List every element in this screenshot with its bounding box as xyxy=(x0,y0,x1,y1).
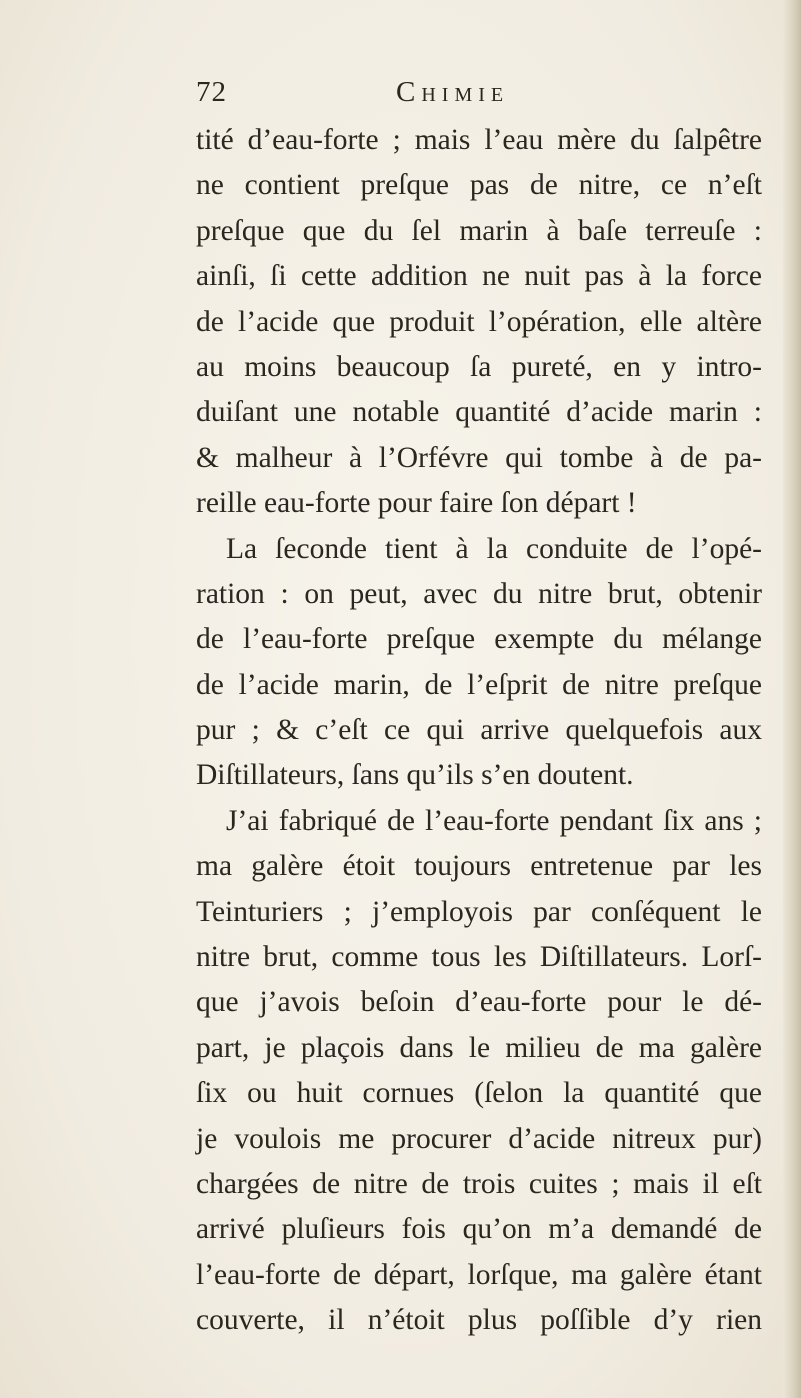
text-line: ainſi, ſi cette addition ne nuit pas à la force xyxy=(196,260,762,293)
text-line: ne contient preſque pas de nitre, ce n’eſt xyxy=(196,169,762,202)
text-line: ma galère étoit toujours entretenue par les xyxy=(196,850,762,883)
text-line: duiſant une notable quantité d’acide marin : xyxy=(196,396,762,429)
body-text xyxy=(196,118,762,1344)
text-line: arrivé pluſieurs fois qu’on m’a demandé de xyxy=(196,1213,762,1246)
text-line: que j’avois beſoin d’eau-forte pour le dé- xyxy=(196,986,762,1019)
text-line: reille eau-forte pour faire ſon départ ! xyxy=(196,487,637,520)
text-line: nitre brut, comme tous les Diſtillateurs. Lorſ- xyxy=(196,941,762,974)
text-line: Diſtillateurs, ſans qu’ils s’en doutent. xyxy=(196,759,634,792)
running-head: Chimie xyxy=(396,76,510,108)
text-line: au moins beaucoup ſa pureté, en y intro- xyxy=(196,350,762,383)
text-line: La ſeconde tient à la conduite de l’opé- xyxy=(226,532,762,565)
text-line: pur ; & c’eſt ce qui arrive quelquefois aux xyxy=(196,714,762,747)
text-line: ration : on peut, avec du nitre brut, obtenir xyxy=(196,577,762,610)
page-header xyxy=(196,76,566,116)
text-line: J’ai fabriqué de l’eau-forte pendant ſix ans ; xyxy=(226,804,762,837)
text-line: & malheur à l’Orfévre qui tombe à de pa- xyxy=(196,441,762,474)
text-line: couverte, il n’étoit plus poſſible d’y rien xyxy=(196,1304,762,1337)
text-line: chargées de nitre de trois cuites ; mais il eſt xyxy=(196,1167,762,1200)
text-line: l’eau-forte de départ, lorſque, ma galère étant xyxy=(196,1258,762,1291)
text-line: ſix ou huit cornues (ſelon la quantité que xyxy=(196,1077,762,1110)
text-line: preſque que du ſel marin à baſe terreuſe : xyxy=(196,214,762,247)
text-line: je voulois me procurer d’acide nitreux pur) xyxy=(196,1122,762,1155)
text-line: de l’acide marin, de l’eſprit de nitre preſque xyxy=(196,668,762,701)
text-line: tité d’eau-forte ; mais l’eau mère du ſalpêtre xyxy=(196,124,762,156)
page-edge-shadow xyxy=(783,0,801,1398)
text-line: de l’acide que produit l’opération, elle altère xyxy=(196,305,762,338)
text-line: de l’eau-forte preſque exempte du mélange xyxy=(196,623,762,656)
text-line: part, je plaçois dans le milieu de ma galère xyxy=(196,1031,762,1064)
text-line: Teinturiers ; j’employois par conſéquent le xyxy=(196,895,762,928)
page-number: 72 xyxy=(196,76,227,108)
